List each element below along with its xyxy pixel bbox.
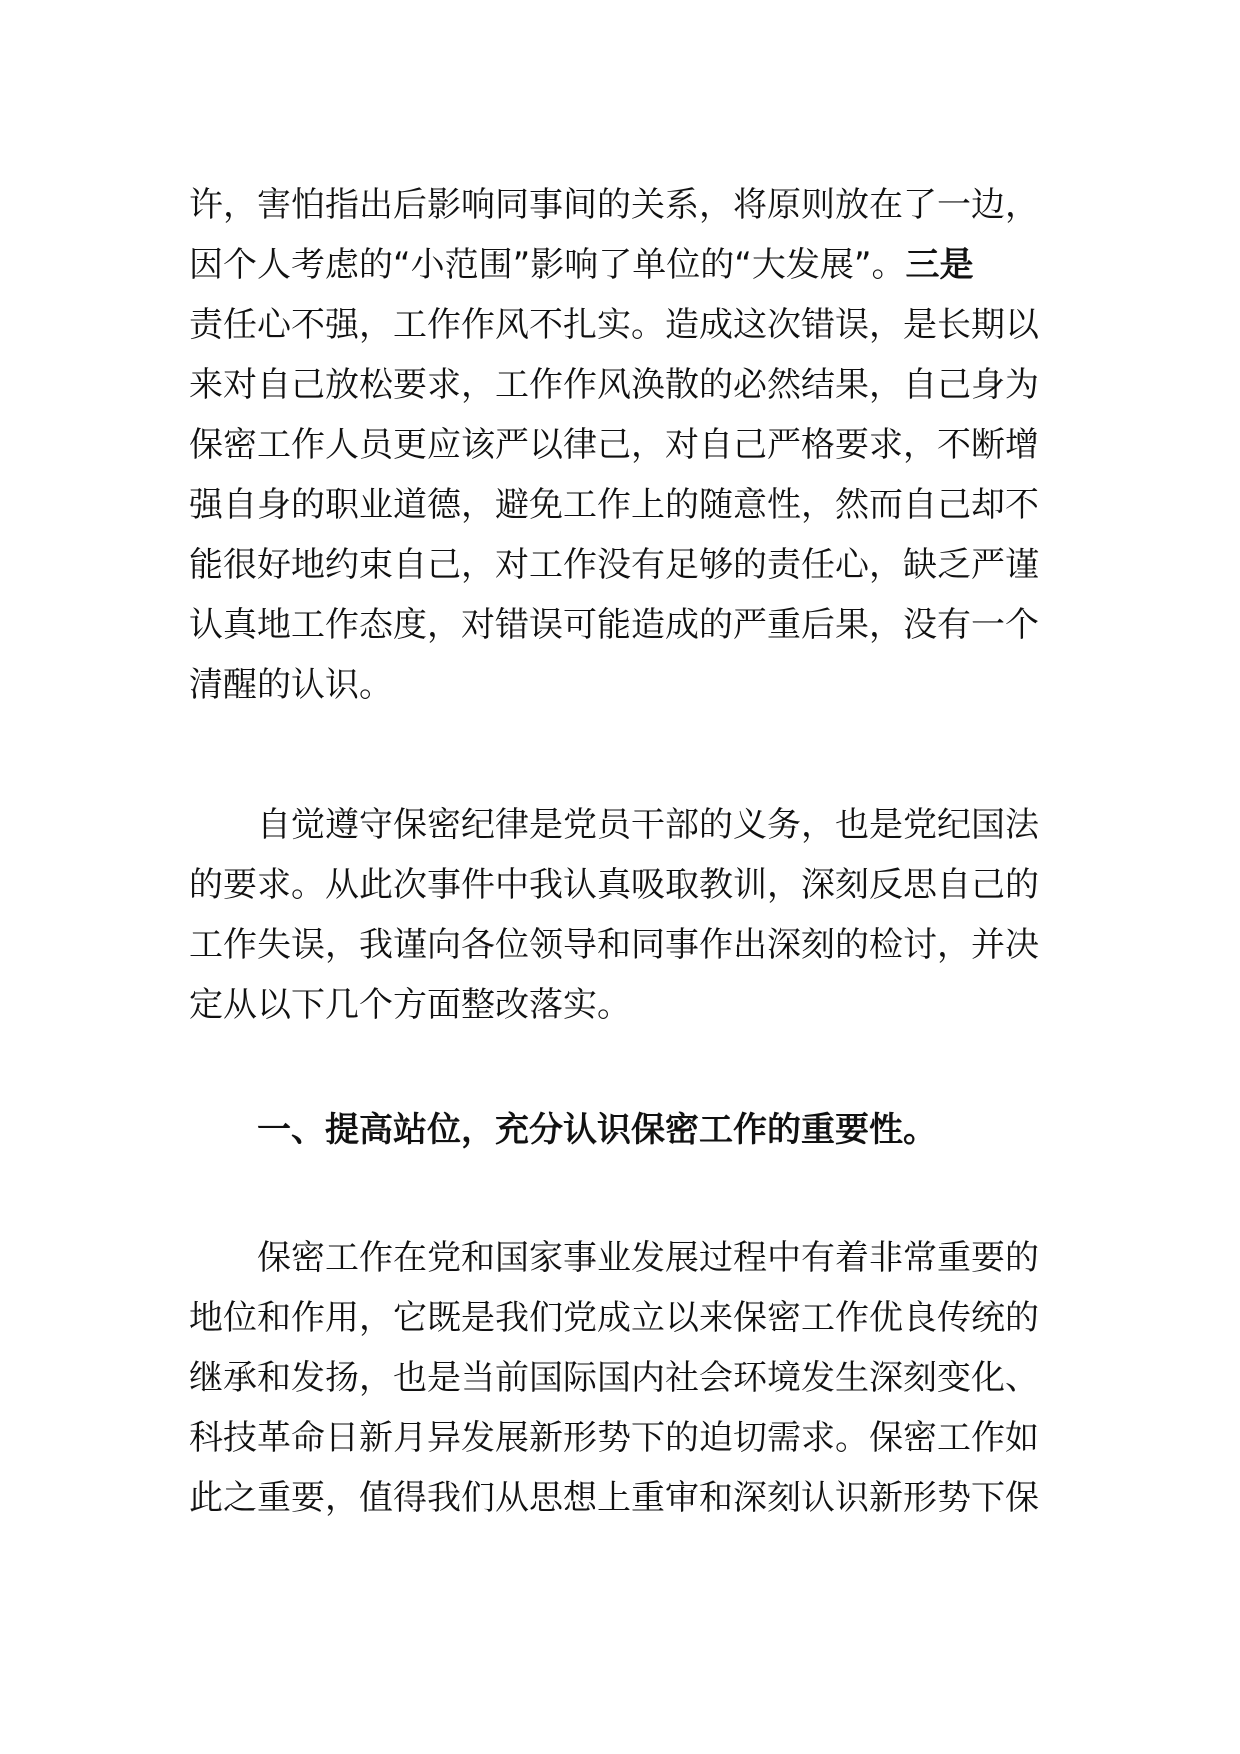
section-heading: 一、提高站位，充分认识保密工作的重要性。 bbox=[257, 1110, 937, 1150]
paragraph-line: 清醒的认识。 bbox=[189, 665, 393, 705]
paragraph-line: 自觉遵守保密纪律是党员干部的义务，也是党纪国法 bbox=[257, 805, 1039, 845]
paragraph-line: 强自身的职业道德，避免工作上的随意性，然而自己却不 bbox=[189, 485, 1039, 525]
paragraph-line: 地位和作用，它既是我们党成立以来保密工作优良传统的 bbox=[189, 1298, 1039, 1338]
bold-lead-in: 三是 bbox=[905, 245, 974, 285]
paragraph-line: 能很好地约束自己，对工作没有足够的责任心，缺乏严谨 bbox=[189, 545, 1039, 585]
paragraph-line: 来对自己放松要求，工作作风涣散的必然结果，自己身为 bbox=[189, 365, 1039, 405]
paragraph-line bbox=[189, 243, 1029, 287]
paragraph-line: 科技革命日新月异发展新形势下的迫切需求。保密工作如 bbox=[189, 1418, 1039, 1458]
paragraph-line: 保密工作人员更应该严以律己，对自己严格要求，不断增 bbox=[189, 425, 1039, 465]
paragraph-text: 因个人考虑的“小范围”影响了单位的“大发展”。 bbox=[189, 245, 906, 285]
paragraph-line: 的要求。从此次事件中我认真吸取教训，深刻反思自己的 bbox=[189, 865, 1039, 905]
paragraph-line: 保密工作在党和国家事业发展过程中有着非常重要的 bbox=[257, 1238, 1039, 1278]
paragraph-line: 许，害怕指出后影响同事间的关系，将原则放在了一边， bbox=[189, 185, 1039, 225]
paragraph-line: 此之重要，值得我们从思想上重审和深刻认识新形势下保 bbox=[189, 1478, 1039, 1518]
paragraph-line: 责任心不强，工作作风不扎实。造成这次错误，是长期以 bbox=[189, 305, 1039, 345]
paragraph-line: 定从以下几个方面整改落实。 bbox=[189, 985, 631, 1025]
paragraph-line: 继承和发扬，也是当前国际国内社会环境发生深刻变化、 bbox=[189, 1358, 1039, 1398]
paragraph-line: 工作失误，我谨向各位领导和同事作出深刻的检讨，并决 bbox=[189, 925, 1039, 965]
paragraph-line: 认真地工作态度，对错误可能造成的严重后果，没有一个 bbox=[189, 605, 1039, 645]
